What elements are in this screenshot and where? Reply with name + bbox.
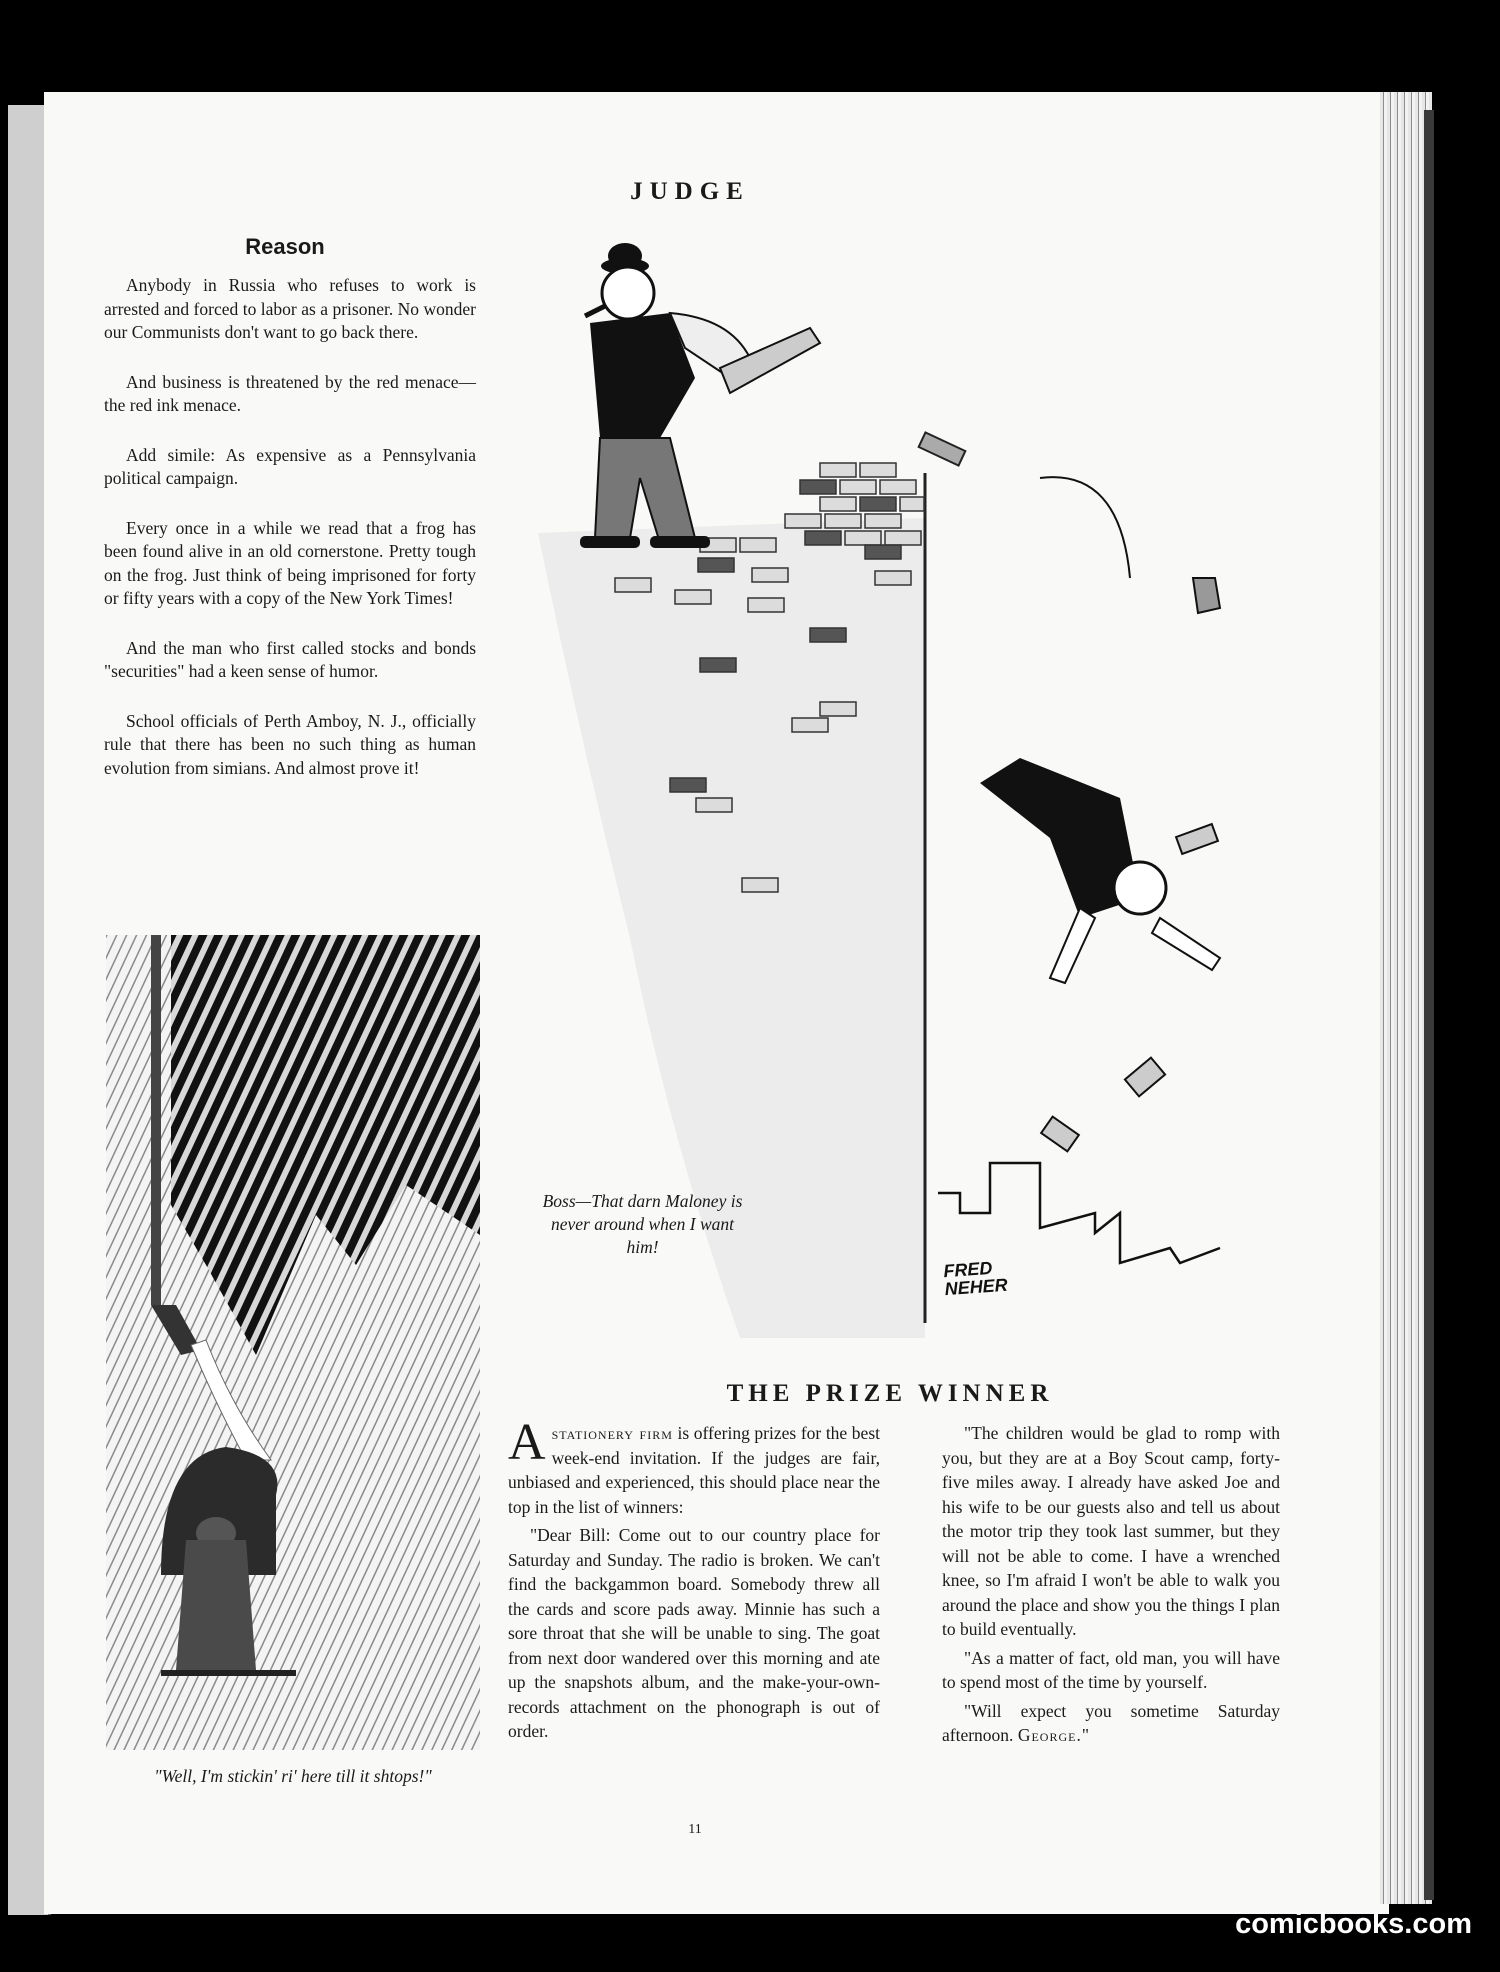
boss-head — [602, 267, 654, 319]
boss-cigar — [585, 306, 605, 316]
reason-paragraph: School officials of Perth Amboy, N. J., officially rule that there has been no such thing as human evolution from simians. And almost prove it! — [104, 710, 476, 778]
falling-brick — [919, 432, 966, 465]
rain-illustration — [106, 935, 480, 1750]
fall-trajectory-line — [1040, 477, 1130, 578]
prize-paragraph: "As a matter of fact, old man, you will have to spend most of the time by yourself. — [942, 1647, 1280, 1692]
lead-in: stationery firm — [551, 1423, 673, 1443]
reason-heading: Reason — [245, 234, 325, 259]
doorstep — [161, 1670, 296, 1676]
reason-paragraph: Anybody in Russia who refuses to work is arrested and forced to labor as a prisoner. No wonder our Communists don't want to go back there. — [104, 275, 476, 342]
man-body — [176, 1540, 256, 1670]
signoff: George." — [1017, 1725, 1090, 1745]
boss-hat — [608, 243, 642, 269]
drop-cap: A — [508, 1414, 546, 1471]
prize-winner-heading: THE PRIZE WINNER — [726, 1380, 1054, 1407]
prize-paragraph-text: "Will expect you sometime Saturday afternoon. — [942, 1700, 1280, 1745]
prize-paragraph — [942, 1699, 1280, 1748]
prize-paragraph: "Dear Bill: Come out to our country place for Saturday and Sunday. The radio is broken. We can't find the backgammon board. Somebody threw all the cards and score pads away. Minnie has such a sore throat that she will be unable to sing. The goat from next door wandered over this morning and ate up the snapshots album, and the make-your-own-records attachment on the phonograph is out of order. — [508, 1525, 880, 1741]
reason-paragraph: Add simile: As expensive as a Pennsylvania political campaign. — [104, 444, 476, 488]
drainpipe — [151, 935, 161, 1305]
falling-brick — [1176, 824, 1218, 854]
boss-trousers — [595, 438, 695, 543]
artist-signature — [943, 1258, 1008, 1298]
signature-line: NEHER — [944, 1274, 1009, 1300]
boss-shoe — [580, 536, 640, 548]
falling-hat — [1193, 578, 1220, 613]
prize-paragraph-text: is offering prizes for the best week-end invitation. If the judges are fair, unbiased and experienced, this should place near the top in the list of winners: — [508, 1423, 880, 1517]
maloney-arm — [1152, 918, 1220, 970]
reason-paragraph: And business is threatened by the red menace—the red ink menace. — [104, 371, 476, 415]
wall-cartoon — [520, 238, 1280, 1338]
maloney-figure — [980, 758, 1220, 983]
binding-edge — [1424, 110, 1434, 1900]
falling-brick — [1041, 1117, 1079, 1152]
reason-paragraph: And the man who first called stocks and bonds "securities" had a keen sense of humor. — [104, 637, 476, 681]
city-skyline — [938, 1163, 1220, 1263]
boss-shoe — [650, 536, 710, 548]
watermark: comicbooks.com — [1235, 1908, 1472, 1940]
prize-winner-column-right — [942, 1421, 1280, 1752]
prize-winner-column-left — [508, 1414, 880, 1748]
maloney-head — [1114, 862, 1166, 914]
boss-figure — [580, 243, 820, 548]
reason-column — [104, 274, 476, 780]
prize-paragraph — [508, 1414, 880, 1519]
maloney-arm — [1050, 908, 1095, 983]
page-number: 11 — [688, 1822, 702, 1837]
falling-brick — [1125, 1058, 1165, 1097]
masthead: JUDGE — [630, 178, 750, 205]
signature-line: FRED — [942, 1257, 994, 1282]
wall-cartoon-caption: Boss—That darn Maloney is never around when I want him! — [542, 1191, 743, 1257]
prize-paragraph: "The children would be glad to romp with you, but they are at a Boy Scout camp, forty-five miles away. I already have asked Joe and his wife to be our guests also and tell us about the motor trip they took last summer, but they will not be able to come. I have a wrenched knee, so I'm afraid I won't be able to walk you around the place and show you the things I plan to build eventually. — [942, 1423, 1280, 1639]
reason-paragraph: Every once in a while we read that a frog has been found alive in an old cornerstone. Pretty tough on the frog. Just think of being imprisoned for forty or fifty years with a copy of the New York Times! — [104, 517, 476, 608]
rain-cartoon-caption: "Well, I'm stickin' ri' here till it shtops!" — [154, 1766, 432, 1786]
